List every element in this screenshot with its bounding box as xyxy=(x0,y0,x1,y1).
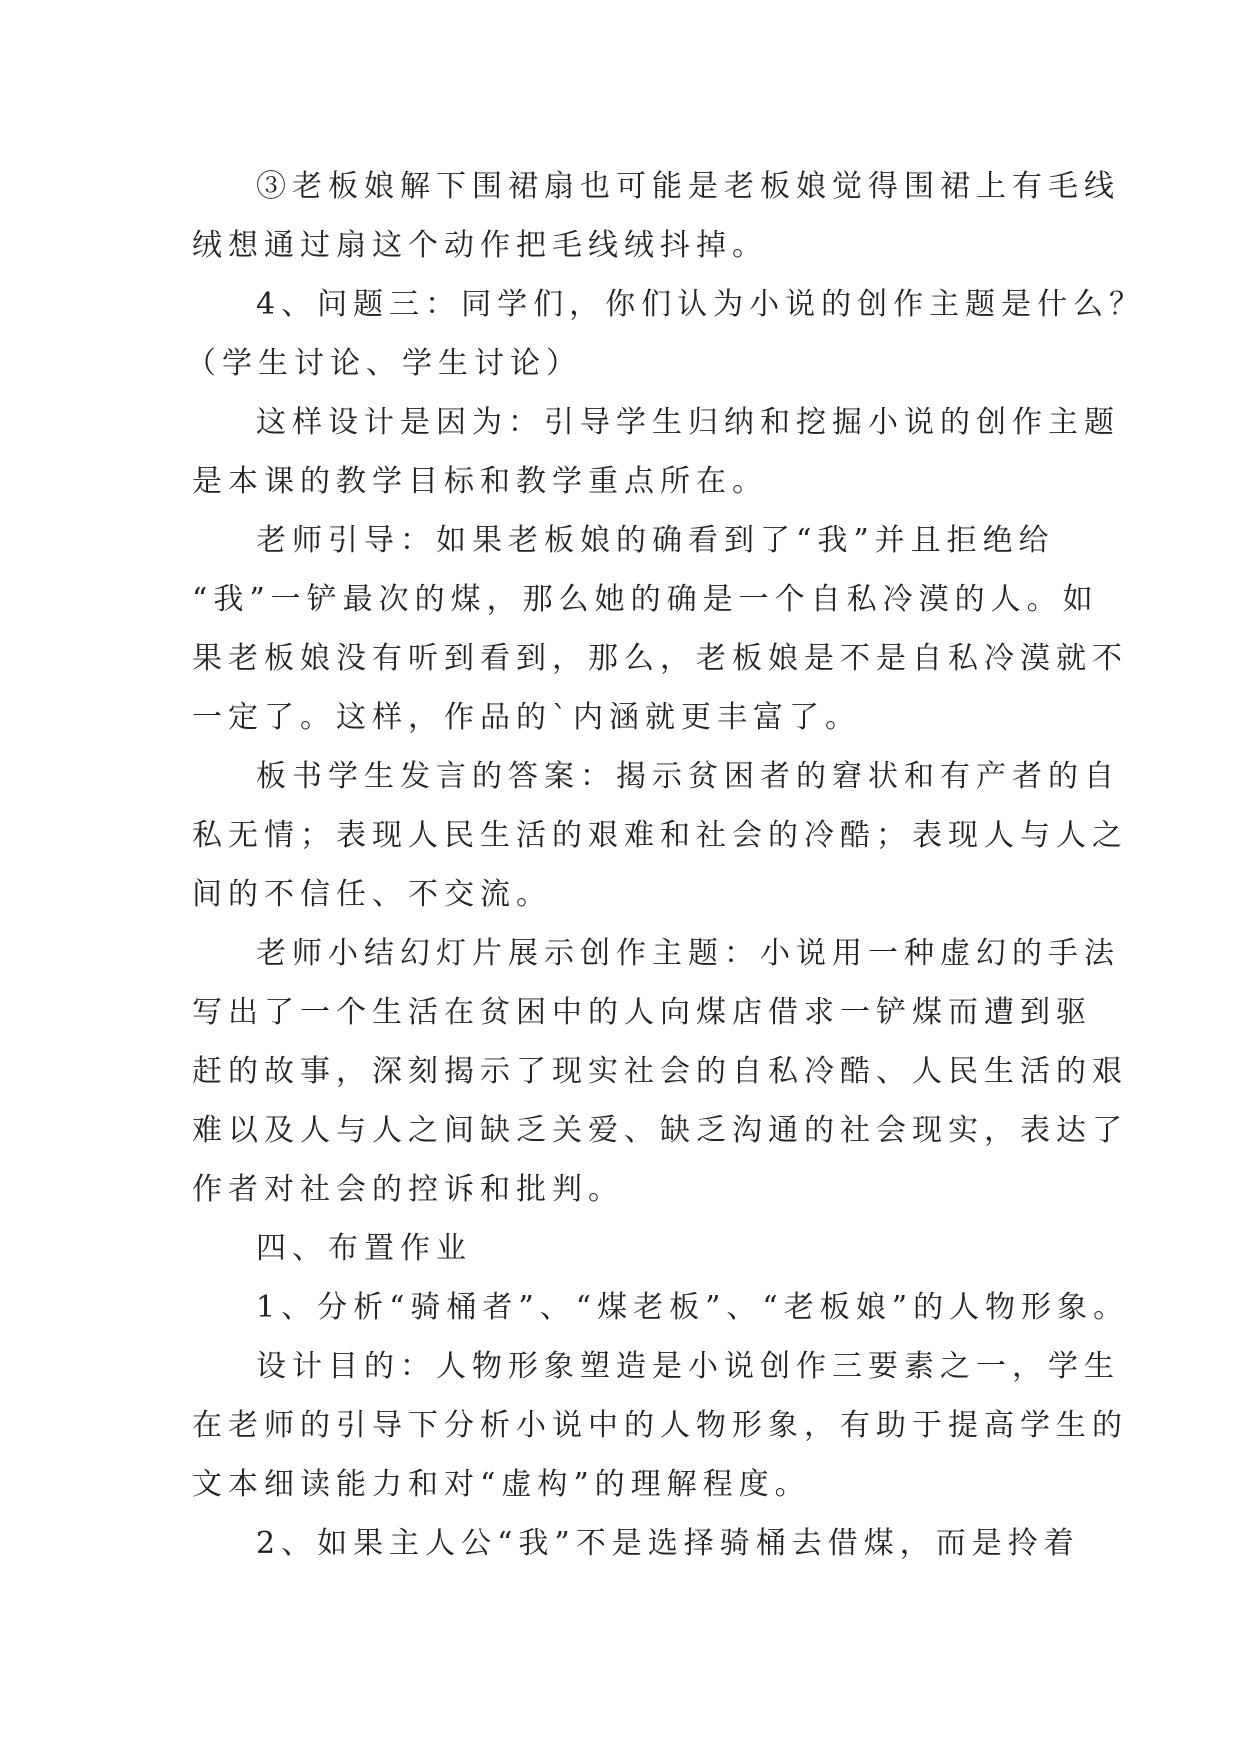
text-line: 文本细读能力和对“虚构”的理解程度。 xyxy=(192,1467,811,1502)
text-line: 私无情；表现人民生活的艰难和社会的冷酷；表现人与人之 xyxy=(192,818,1128,853)
text-line: “我”一铲最次的煤，那么她的确是一个自私冷漠的人。如 xyxy=(192,582,1099,617)
text-line: 间的不信任、不交流。 xyxy=(192,877,552,912)
text-line: 是本课的教学目标和教学重点所在。 xyxy=(192,464,768,499)
text-line: 这样设计是因为：引导学生归纳和挖掘小说的创作主题 xyxy=(256,405,1120,440)
text-line: 1、分析“骑桶者”、“煤老板”、“老板娘”的人物形象。 xyxy=(256,1290,1130,1325)
text-line: 赶的故事，深刻揭示了现实社会的自私冷酷、人民生活的艰 xyxy=(192,1054,1128,1089)
text-line: （学生讨论、学生讨论） xyxy=(186,346,582,381)
text-line: 果老板娘没有听到看到，那么，老板娘是不是自私冷漠就不 xyxy=(192,641,1128,676)
text-line: 老师小结幻灯片展示创作主题：小说用一种虚幻的手法 xyxy=(256,936,1120,971)
text-line: 2、如果主人公“我”不是选择骑桶去借煤，而是拎着 xyxy=(256,1526,1080,1561)
text-line: 写出了一个生活在贫困中的人向煤店借求一铲煤而遭到驱 xyxy=(192,995,1092,1030)
text-line: 难以及人与人之间缺乏关爱、缺乏沟通的社会现实，表达了 xyxy=(192,1113,1128,1148)
text-line: ③老板娘解下围裙扇也可能是老板娘觉得围裙上有毛线 xyxy=(256,169,1120,204)
text-line: 绒想通过扇这个动作把毛线绒抖掉。 xyxy=(192,228,768,263)
section-heading: 四、布置作业 xyxy=(256,1231,472,1266)
text-line: 老师引导：如果老板娘的确看到了“我”并且拒绝给 xyxy=(256,523,1055,558)
text-line: 作者对社会的控诉和批判。 xyxy=(192,1172,624,1207)
text-line: 4、问题三：同学们，你们认为小说的创作主题是什么？ xyxy=(256,287,1146,322)
text-line: 板书学生发言的答案：揭示贫困者的窘状和有产者的自 xyxy=(256,759,1120,794)
text-line: 在老师的引导下分析小说中的人物形象，有助于提高学生的 xyxy=(192,1408,1128,1443)
text-line: 一定了。这样，作品的`内涵就更丰富了。 xyxy=(192,700,861,735)
text-line: 设计目的：人物形象塑造是小说创作三要素之一，学生 xyxy=(256,1349,1120,1384)
document-page xyxy=(186,157,1146,1573)
